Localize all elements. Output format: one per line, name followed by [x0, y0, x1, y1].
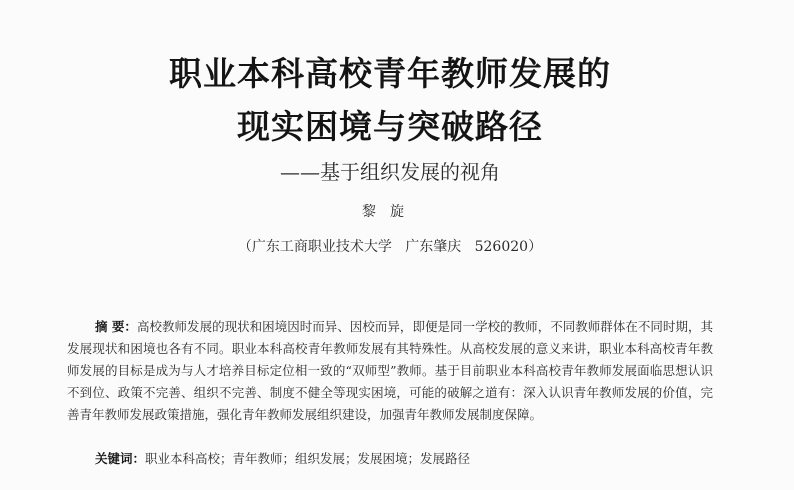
paper-title-line-2: 现实困境与突破路径	[237, 107, 543, 146]
author-affiliation: （广东工商职业技术大学 广东肇庆 526020）	[237, 239, 543, 255]
paper-subtitle: ——基于组织发展的视角	[280, 160, 500, 184]
paper-title-line-1: 职业本科高校青年教师发展的	[169, 54, 611, 93]
abstract	[67, 316, 713, 426]
keywords-text: 职业本科高校；青年教师；组织发展；发展困境；发展路径	[145, 451, 471, 466]
abstract-label: 摘 要：	[95, 319, 137, 334]
keywords-label: 关键词：	[95, 451, 146, 466]
keywords	[95, 448, 715, 470]
author-name: 黎旋	[362, 204, 418, 220]
abstract-text: 高校教师发展的现状和困境因时而异、因校而异，即便是同一学校的教师，不同教师群体在不同时期，其发展现状和困境也各有不同。职业本科高校青年教师发展有其特殊性。从高校发展的意义来讲，职业本科高校青年教师发展的目标是成为与人才培养目标定位相一致的“双师型”教师。基于目前职业本科高校青年教师发展面临思想认识不到位、政策不完善、组织不完善、制度不健全等现实困境，可能的破解之道有：深入认识青年教师发展的价值，完善青年教师发展政策措施，强化青年教师发展组织建设，加强青年教师发展制度保障。	[67, 319, 713, 422]
